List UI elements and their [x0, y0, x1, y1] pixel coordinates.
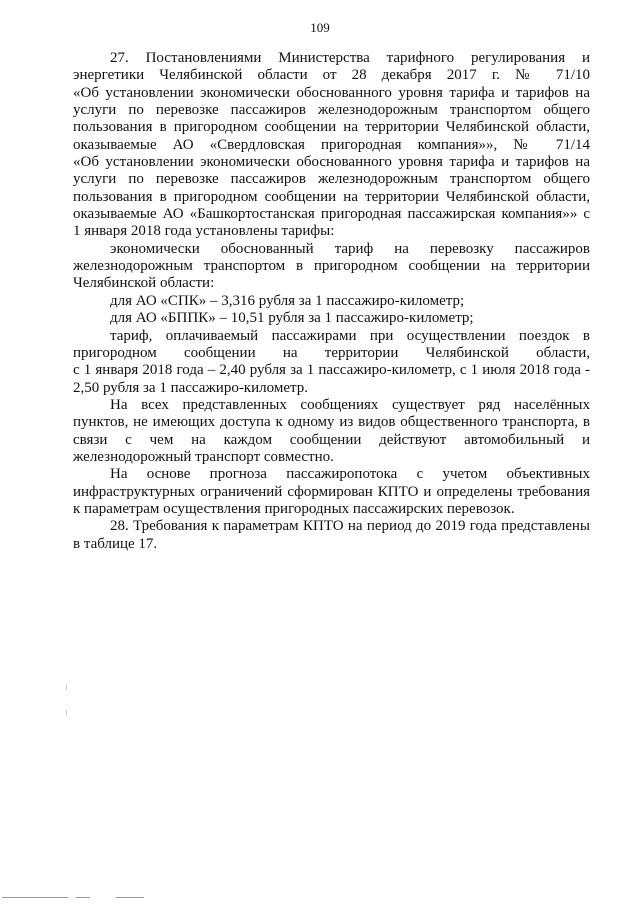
- text-line: инфраструктурных ограничений сформирован КПТО и определены требования: [73, 483, 590, 500]
- text-line: пользования в пригородном сообщении на территории Челябинской области,: [73, 188, 590, 205]
- text-line: связи с чем на каждом сообщении действуют автомобильный и: [73, 431, 590, 448]
- text-line: 28. Требования к параметрам КПТО на период до 2019 года представлены: [110, 518, 590, 535]
- text-line: 2,50 рубля за 1 пассажиро-километр.: [73, 379, 308, 396]
- paragraph-forecast: [73, 466, 590, 518]
- page-number: 109: [310, 20, 330, 35]
- text-line: «Об установлении экономически обоснованного уровня тарифа и тарифов на: [73, 84, 590, 101]
- text-line: пригородном сообщении на территории Челябинской области,: [73, 344, 590, 361]
- text-line: железнодорожный транспорт совместно.: [73, 448, 334, 465]
- scan-artifact: [66, 685, 67, 690]
- text-line: 1 января 2018 года установлены тарифы:: [73, 223, 335, 240]
- text-line: энергетики Челябинской области от 28 декабря 2017 г. № 71/10: [73, 67, 590, 84]
- text-line: «Об установлении экономически обоснованного уровня тарифа и тарифов на: [73, 154, 590, 171]
- text-line: пунктов, не имеющих доступа к одному из видов общественного транспорта, в: [73, 414, 590, 431]
- scan-artifact: [66, 710, 67, 715]
- text-line: На основе прогноза пассажиропотока с учетом объективных: [110, 466, 590, 483]
- text-line: оказываемые АО «Свердловская пригородная компания»», № 71/14: [73, 136, 590, 153]
- paragraph-economic-tariff: [73, 241, 590, 293]
- text-line: оказываемые АО «Башкортостанская пригородная пассажирская компания»» с: [73, 206, 590, 223]
- text-line: для АО «БППК» – 10,51 рубля за 1 пассажиро-километр;: [110, 310, 474, 327]
- text-line: услуги по перевозке пассажиров железнодорожным транспортом общего: [73, 171, 590, 188]
- text-line: тариф, оплачиваемый пассажирами при осуществлении поездок в: [110, 327, 590, 344]
- text-line: Челябинской области:: [73, 275, 215, 292]
- text-line: услуги по перевозке пассажиров железнодорожным транспортом общего: [73, 102, 590, 119]
- text-line: 27. Постановлениями Министерства тарифного регулирования и: [110, 50, 590, 66]
- text-line: пользования в пригородном сообщении на территории Челябинской области,: [73, 119, 590, 136]
- text-line: с 1 января 2018 года – 2,40 рубля за 1 пассажиро-километр, с 1 июля 2018 года -: [73, 362, 590, 379]
- text-line: На всех представленных сообщениях существует ряд населённых: [110, 396, 590, 413]
- paragraph-bppk-tariff: [73, 310, 590, 327]
- footer-rule: [116, 897, 144, 898]
- text-line: железнодорожным транспортом в пригородном сообщении на территории: [73, 258, 590, 275]
- text-line: экономически обоснованный тариф на перевозку пассажиров: [110, 240, 590, 257]
- paragraph-28: [73, 518, 590, 553]
- paragraph-paid-tariff: [73, 328, 590, 397]
- text-line: для АО «СПК» – 3,316 рубля за 1 пассажиро-километр;: [110, 292, 465, 309]
- paragraph-settlements: [73, 397, 590, 466]
- footer-rule: [2, 897, 68, 898]
- text-line: к параметрам осуществления пригородных пассажирских перевозок.: [73, 500, 515, 517]
- paragraph-27: [73, 50, 590, 241]
- footer-rule: [76, 897, 90, 898]
- text-line: в таблице 17.: [73, 535, 158, 552]
- document-body: [73, 50, 590, 553]
- paragraph-spk-tariff: [73, 293, 590, 310]
